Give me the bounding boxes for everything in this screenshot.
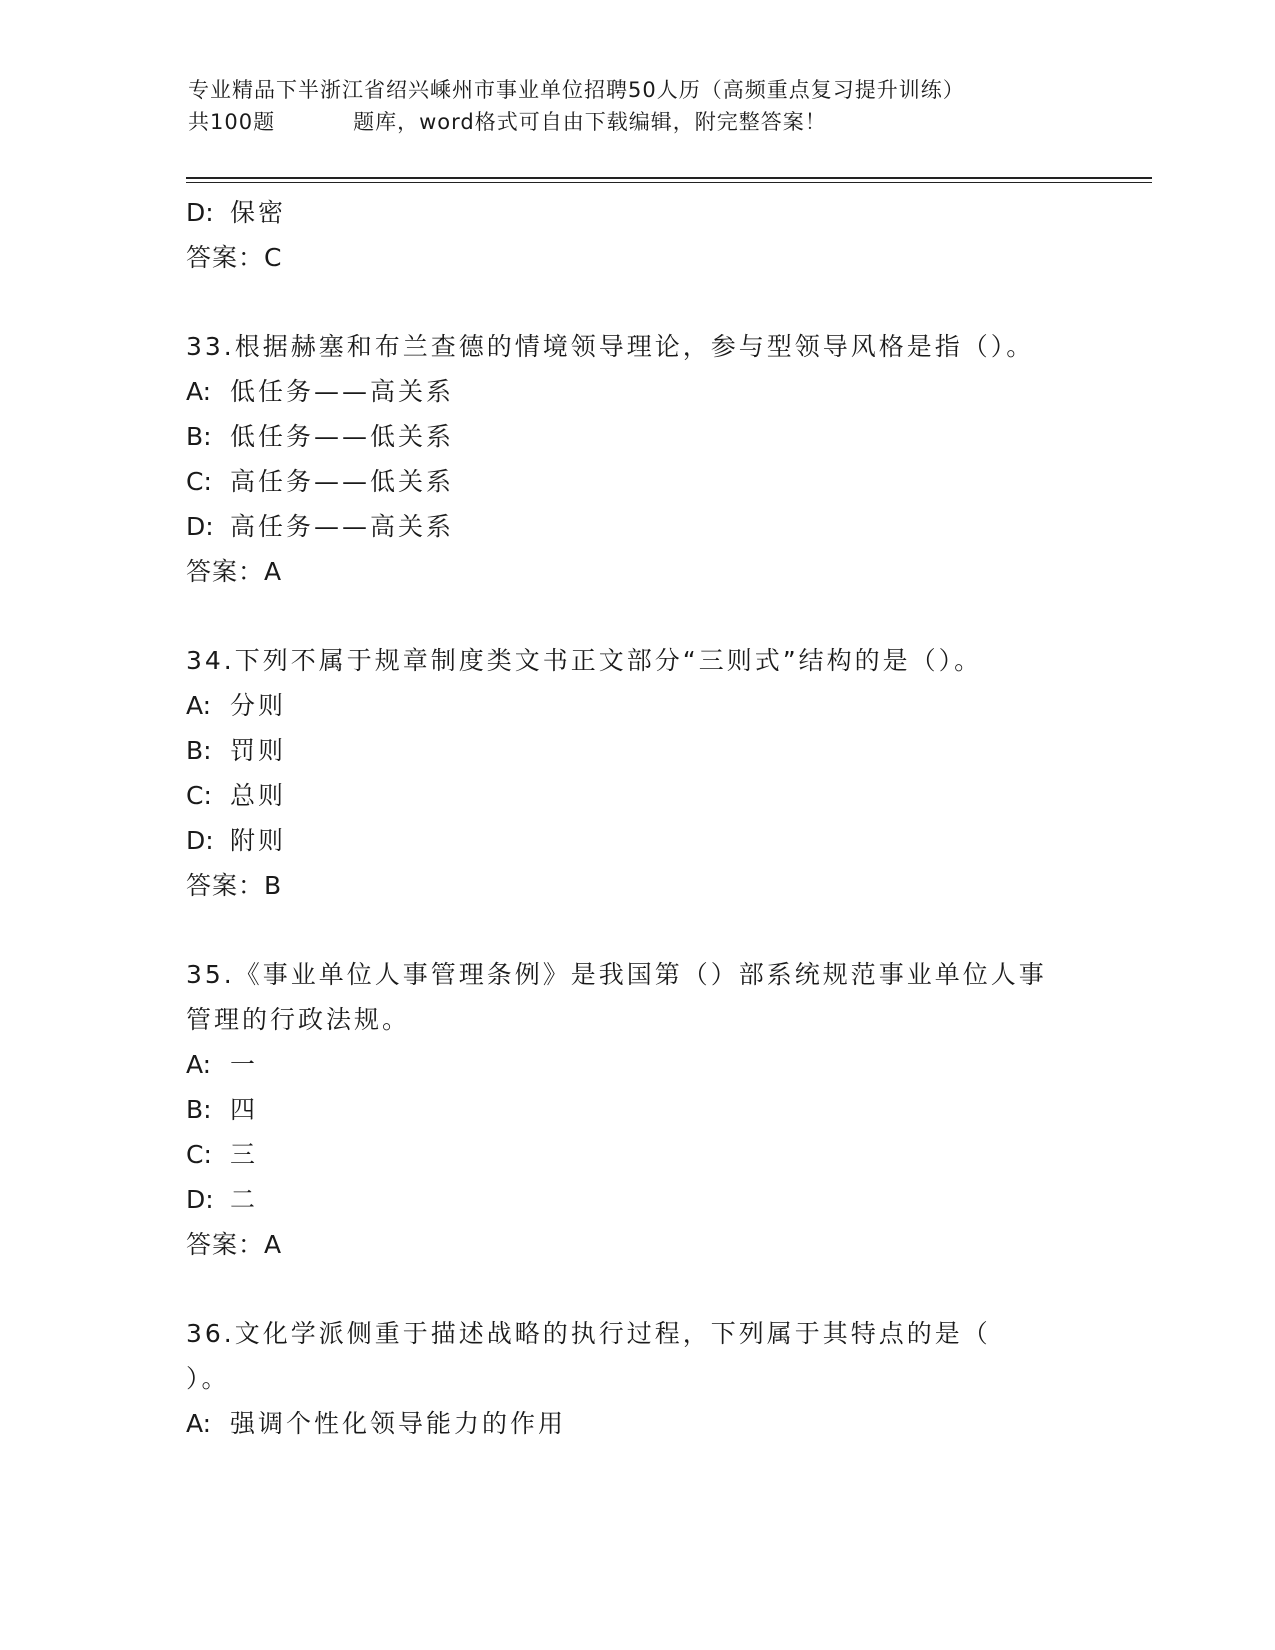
question-36 xyxy=(186,1311,1086,1446)
option-label: D: xyxy=(186,826,214,855)
option-a xyxy=(186,1401,1086,1446)
option-label: D: xyxy=(186,512,214,541)
option-text: 高任务——低关系 xyxy=(230,467,455,496)
answer-line: 答案：A xyxy=(186,557,283,586)
option-text: 保密 xyxy=(230,198,287,227)
answer-line: 答案：B xyxy=(186,871,283,900)
option-label: B: xyxy=(186,1095,212,1124)
option-label: D: xyxy=(186,1185,214,1214)
header-divider-thick xyxy=(186,177,1152,179)
option-label: A: xyxy=(186,377,212,406)
option-text: 罚则 xyxy=(230,736,287,765)
option-c xyxy=(186,773,1086,818)
option-label: D: xyxy=(186,198,214,227)
option-b xyxy=(186,728,1086,773)
question-stem-line1: 35.《事业单位人事管理条例》是我国第（）部系统规范事业单位人事 xyxy=(186,960,1047,989)
option-d xyxy=(186,1177,1086,1222)
option-label: C: xyxy=(186,1140,212,1169)
option-label: B: xyxy=(186,422,212,451)
question-list xyxy=(186,190,1086,1446)
option-text: 低任务——低关系 xyxy=(230,422,455,451)
option-c xyxy=(186,459,1086,504)
question-stem: 33.根据赫塞和布兰查德的情境领导理论，参与型领导风格是指（）。 xyxy=(186,332,1035,361)
option-label: C: xyxy=(186,781,212,810)
option-label: C: xyxy=(186,467,212,496)
question-34 xyxy=(186,638,1086,908)
option-b xyxy=(186,1087,1086,1132)
option-text: 低任务——高关系 xyxy=(230,377,455,406)
question-32-tail xyxy=(186,190,1086,280)
option-text: 分则 xyxy=(230,691,287,720)
option-d xyxy=(186,504,1086,549)
option-d xyxy=(186,818,1086,863)
option-d xyxy=(186,190,1086,235)
answer-line: 答案：A xyxy=(186,1230,283,1259)
question-stem-line2: 管理的行政法规。 xyxy=(186,1005,411,1034)
option-label: A: xyxy=(186,1050,212,1079)
option-text: 一 xyxy=(230,1050,259,1079)
option-text: 附则 xyxy=(230,826,287,855)
page-header xyxy=(188,74,1148,138)
option-text: 强调个性化领导能力的作用 xyxy=(230,1409,567,1438)
header-title-line2 xyxy=(188,106,1148,138)
option-label: B: xyxy=(186,736,212,765)
header-divider-thin xyxy=(186,182,1152,183)
option-label: A: xyxy=(186,691,212,720)
option-a xyxy=(186,1042,1086,1087)
header-title-line1: 专业精品下半浙江省绍兴嵊州市事业单位招聘50人历（高频重点复习提升训练） xyxy=(188,78,965,102)
option-c xyxy=(186,1132,1086,1177)
option-label: A: xyxy=(186,1409,212,1438)
question-stem-line1: 36.文化学派侧重于描述战略的执行过程，下列属于其特点的是（ xyxy=(186,1319,991,1348)
option-b xyxy=(186,414,1086,459)
question-stem: 34.下列不属于规章制度类文书正文部分“三则式”结构的是（）。 xyxy=(186,646,983,675)
option-text: 总则 xyxy=(230,781,287,810)
option-text: 二 xyxy=(230,1185,259,1214)
question-33 xyxy=(186,324,1086,594)
option-a xyxy=(186,683,1086,728)
question-35 xyxy=(186,952,1086,1267)
option-text: 四 xyxy=(230,1095,259,1124)
question-stem-line2: ）。 xyxy=(186,1364,230,1393)
header-question-count: 共100题 xyxy=(188,110,276,134)
option-a xyxy=(186,369,1086,414)
option-text: 三 xyxy=(230,1140,259,1169)
option-text: 高任务——高关系 xyxy=(230,512,455,541)
header-description: 题库，word格式可自由下载编辑，附完整答案！ xyxy=(353,110,827,134)
answer-line: 答案：C xyxy=(186,243,283,272)
